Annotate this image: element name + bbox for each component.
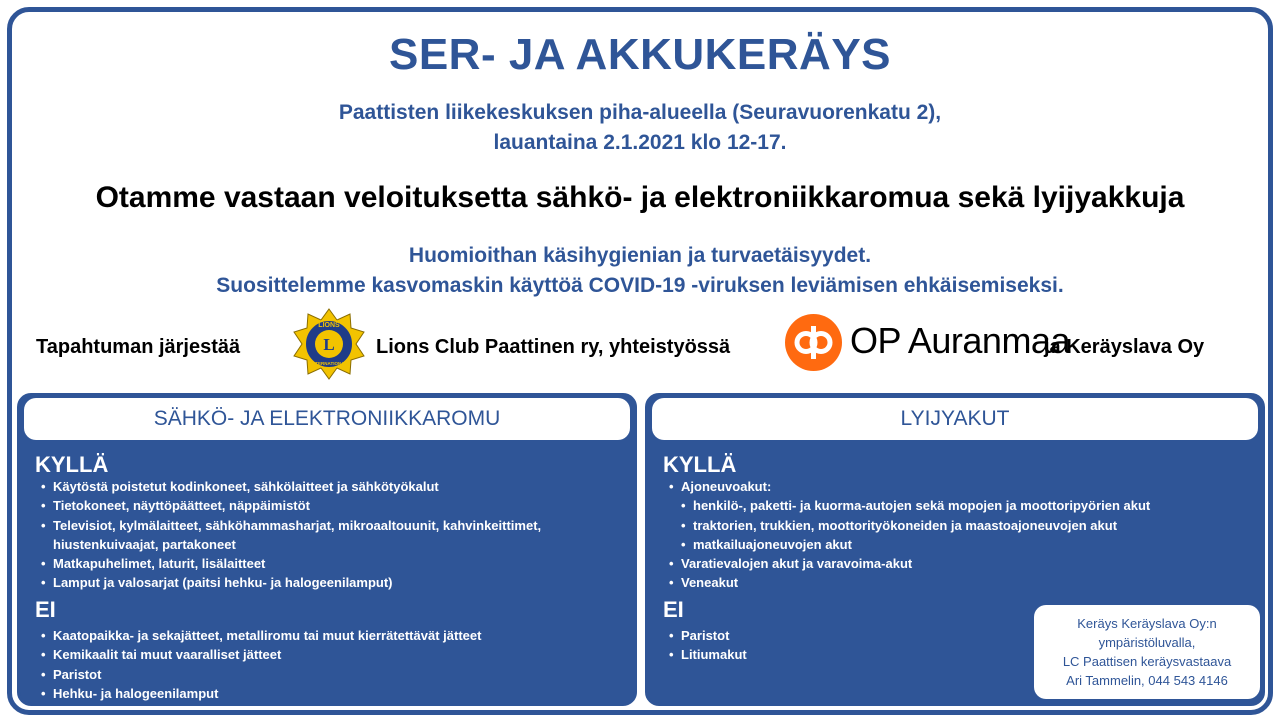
list-item-continuation: hiustenkuivaajat, partakoneet (53, 536, 236, 552)
organizer-suffix: ja Keräyslava Oy (1044, 336, 1205, 358)
poster-title: SER- JA AKKUKERÄYS (388, 30, 892, 79)
electronics-panel (17, 393, 637, 706)
list-sub-item: • matkailuajoneuvojen akut (669, 535, 1150, 554)
list-sub-item: • traktorien, trukkien, moottorityökoneiden ja maastoajoneuvojen akut (669, 516, 1150, 535)
location-line-1: Paattisten liikekeskuksen piha-alueella (Seuravuorenkatu 2), (338, 101, 942, 124)
collector-info-box (1034, 605, 1260, 699)
batteries-yes-title: KYLLÄ (663, 452, 737, 477)
info-line-4: Ari Tammelin, 044 543 4146 (1066, 673, 1228, 688)
info-line-2: ympäristöluvalla, (1098, 635, 1196, 650)
lions-logo (292, 308, 366, 380)
electronics-yes-list (41, 477, 541, 593)
list-item: • Televisiot, kylmälaitteet, sähköhammasharjat, mikroaaltouunit, kahvinkeittimet, (41, 516, 541, 535)
lions-logo-bottom-text: INTERNATIONAL (310, 361, 348, 366)
organizer-prefix: Tapahtuman järjestää (36, 336, 241, 358)
notice-line-2: Suosittelemme kasvomaskin käyttöä COVID-19 -viruksen leviämisen ehkäisemiseksi. (216, 274, 1064, 297)
batteries-yes-list (669, 477, 1150, 593)
organizer-lions-text: Lions Club Paattinen ry, yhteistyössä (376, 336, 731, 358)
electronics-panel-header: SÄHKÖ- JA ELEKTRONIIKKAROMU (24, 398, 630, 440)
hygiene-notice (0, 241, 1280, 301)
electronics-yes-title: KYLLÄ (35, 452, 109, 477)
notice-line-1: Huomioithan käsihygienian ja turvaetäisyydet. (408, 244, 872, 267)
list-item: • Veneakut (669, 573, 1150, 592)
list-item: • Tietokoneet, näyttöpäätteet, näppäimistöt (41, 496, 541, 515)
list-item: • Litiumakut (669, 645, 747, 664)
list-item: • Varatievalojen akut ja varavoima-akut (669, 554, 1150, 573)
list-item: • Kaatopaikka- ja sekajätteet, metalliromu tai muut kierrätettävät jätteet (41, 626, 481, 645)
electronics-no-title: EI (35, 597, 56, 622)
info-line-1: Keräys Keräyslava Oy:n (1077, 616, 1217, 631)
batteries-no-list (669, 626, 747, 665)
list-item: • Lamput ja valosarjat (paitsi hehku- ja halogeenilamput) (41, 573, 541, 592)
lions-logo-letter: L (323, 335, 335, 354)
event-location (0, 98, 1280, 158)
list-item: • Kemikaalit tai muut vaaralliset jätteet (41, 645, 481, 664)
list-sub-item: • henkilö-, paketti- ja kuorma-autojen sekä mopojen ja moottoripyörien akut (669, 496, 1150, 515)
list-item: • Matkapuhelimet, laturit, lisälaitteet (41, 554, 541, 573)
lions-logo-top-text: LIONS (318, 322, 340, 329)
headline: Otamme vastaan veloituksetta sähkö- ja elektroniikkaromua sekä lyijyakkuja (95, 181, 1185, 214)
op-logo-text: OP Auranmaa (850, 320, 1070, 361)
list-item: • Paristot (41, 665, 481, 684)
batteries-no-title: EI (663, 597, 684, 622)
list-item: • Ajoneuvoakut: (669, 477, 1150, 496)
list-item: • Käytöstä poistetut kodinkoneet, sähkölaitteet ja sähkötyökalut (41, 477, 541, 496)
info-line-3: LC Paattisen keräysvastaava (1062, 654, 1232, 669)
list-item: • Paristot (669, 626, 747, 645)
batteries-panel-header: LYIJYAKUT (652, 398, 1258, 440)
location-line-2: lauantaina 2.1.2021 klo 12-17. (493, 131, 787, 154)
electronics-no-list (41, 626, 481, 703)
list-item: • Hehku- ja halogeenilamput (41, 684, 481, 703)
op-logo-icon (785, 314, 842, 371)
